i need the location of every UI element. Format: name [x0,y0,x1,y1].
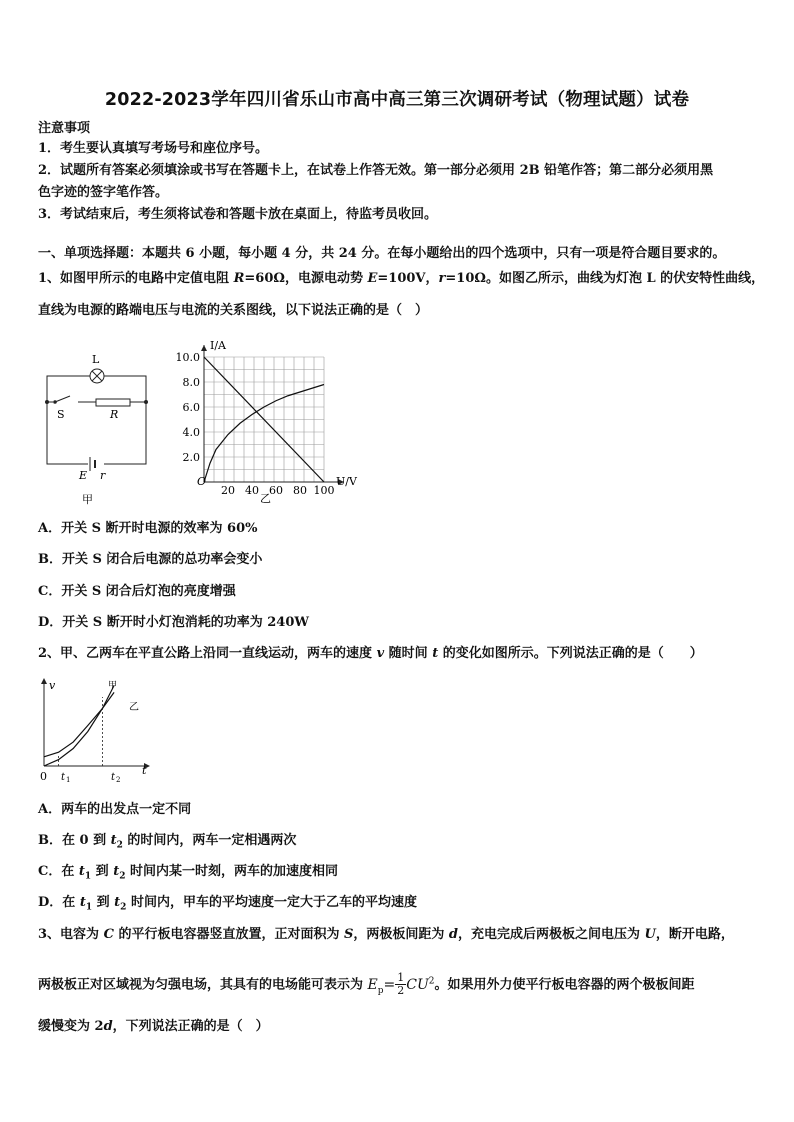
notice-item-2-cont: 色字迹的签字笔作答。 [38,185,169,200]
q2-option-a[interactable]: A．两车的出发点一定不同 [38,802,192,817]
x-tick-label: 20 [221,484,235,497]
resistor-label: R [110,408,119,421]
notice-item-2: 2．试题所有答案必须填涂或书写在答题卡上，在试卷上作答无效。第一部分必须用 2B 铅笔作答；第二部分必须用黑 [38,163,714,178]
origin-label: O [197,475,207,488]
car-jia-label: 甲 [108,681,118,691]
vt-graph [36,676,156,786]
v-axis-label: v [49,679,56,692]
circuit-caption: 甲 [82,493,93,506]
y-axis-arrow-icon [201,345,207,351]
q2-option-c[interactable]: C．在 $t_1$ 到 $t_2$ 时间内某一时刻，两车的加速度相同 [38,864,339,882]
car-yi-label: 乙 [129,702,139,713]
section-heading: 一、单项选择题：本题共 6 小题，每小题 4 分，共 24 分。在每小题给出的四个选项中，只有一项是符合题目要求的。 [38,246,726,261]
circuit-diagram [38,345,158,510]
y-tick-label: 8.0 [182,376,200,389]
vt-origin-label: 0 [40,770,47,783]
q2-option-d[interactable]: D．在 $t_1$ 到 $t_2$ 时间内，甲车的平均速度一定大于乙车的平均速度 [38,895,417,913]
q2-option-b[interactable]: B．在 0 到 $t_2$ 的时间内，两车一定相遇两次 [38,833,297,851]
q3-stem-line3: 缓慢变为 2d，下列说法正确的是（ ） [38,1019,269,1034]
x-axis-label: U/V [336,475,357,488]
y-axis-label: I/A [210,339,226,352]
t-axis-label: t [142,764,147,777]
x-tick-label: 80 [293,484,307,497]
resistor-icon [96,399,130,406]
t2-label: t [111,772,116,783]
iu-graph [176,335,366,510]
emf-label: E [79,469,88,482]
t1-subscript: 1 [66,776,71,784]
q3-stem: 3、电容为 C 的平行板电容器竖直放置，正对面积为 S，两极板间距为 d，充电完成后两极板之间电压为 U，断开电路， [38,927,734,942]
q1-option-b[interactable]: B．开关 S 闭合后电源的总功率会变小 [38,552,263,567]
notice-item-3: 3．考试结束后，考生须将试卷和答题卡放在桌面上，待监考员收回。 [38,207,438,222]
q1-stem-line2: 直线为电源的路端电压与电流的关系图线，以下说法正确的是（ ） [38,303,429,318]
car-yi-line [44,692,114,756]
q1-option-a[interactable]: A．开关 S 断开时电源的效率为 60% [38,521,258,536]
x-tick-label: 100 [313,484,335,497]
internal-resistance-label: r [100,469,106,482]
q1-stem: 1、如图甲所示的电路中定值电阻 R=60Ω，电源电动势 E=100V，r=10Ω。如图乙所示，曲线为灯泡 L 的伏安特性曲线， [38,271,765,286]
t2-subscript: 2 [116,776,121,784]
q1-option-d[interactable]: D．开关 S 断开时小灯泡消耗的功率为 240W [38,615,309,630]
graph-caption: 乙 [260,492,271,505]
v-axis-arrow-icon [41,678,47,684]
energy-formula: $E_p=$ $\frac{1}{2}$ $CU^2$ [367,971,435,998]
q3-stem-line2: 两极板正对区域视为匀强电场，其具有的电场能可表示为 $E_p=$ $\frac{1}{2}$ $CU^2$。如果用外力使平行板电容器的两个极板间距 [38,971,695,998]
q1-option-c[interactable]: C．开关 S 闭合后灯泡的亮度增强 [38,584,236,599]
x-tick-label: 40 [245,484,259,497]
x-tick-label: 60 [269,484,283,497]
y-tick-label: 4.0 [182,426,200,439]
page-title: 2022-2023学年四川省乐山市高中高三第三次调研考试（物理试题）试卷 [104,90,690,110]
lamp-label: L [92,353,100,366]
notice-heading: 注意事项 [38,121,91,136]
y-tick-label: 2.0 [182,451,200,464]
y-tick-label: 6.0 [182,401,200,414]
y-tick-label: 10.0 [176,351,200,364]
switch-label: S [57,408,65,421]
notice-item-1: 1．考生要认真填写考场号和座位序号。 [38,141,269,156]
t1-label: t [61,772,66,783]
q2-stem: 2、甲、乙两车在平直公路上沿同一直线运动，两车的速度 v 随时间 t 的变化如图所示。下列说法正确的是（ ） [38,646,703,661]
